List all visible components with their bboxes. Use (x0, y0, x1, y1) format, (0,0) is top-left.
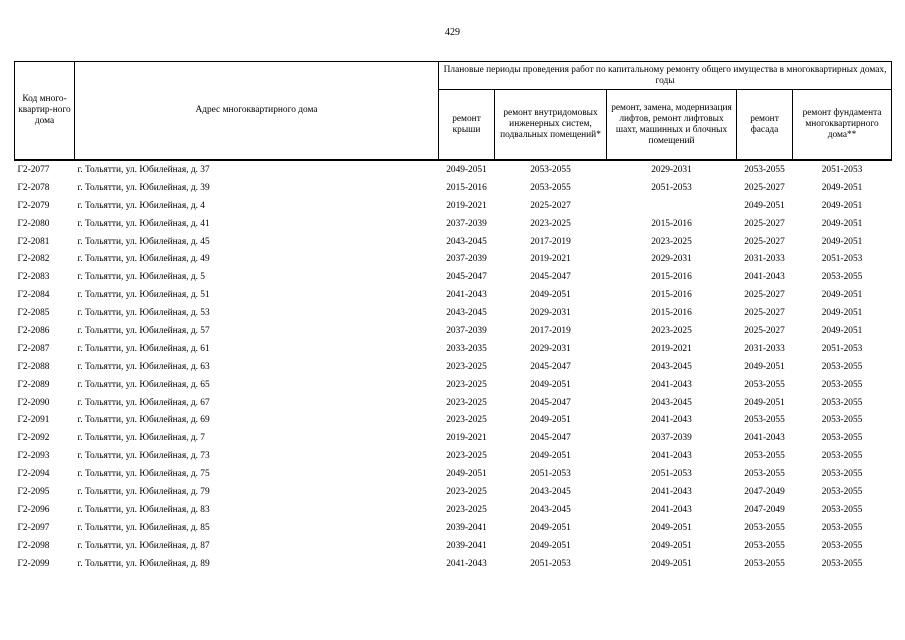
repair-schedule-table (14, 61, 892, 572)
header-roof: ремонт крыши (439, 90, 495, 161)
cell-lifts: 2015-2016 (651, 290, 692, 301)
cell-address: г. Тольятти, ул. Юбилейная, д. 63 (77, 361, 210, 372)
cell-address: г. Тольятти, ул. Юбилейная, д. 87 (77, 540, 210, 551)
cell-code: Г2-2085 (17, 308, 50, 319)
cell-code: Г2-2097 (17, 522, 50, 533)
cell-facade: 2025-2027 (744, 182, 785, 193)
header-facade: ремонт фасада (737, 90, 793, 161)
cell-roof: 2023-2025 (446, 486, 487, 497)
cell-lifts: 2043-2045 (651, 361, 692, 372)
cell-lifts: 2015-2016 (651, 308, 692, 319)
cell-lifts: 2049-2051 (651, 540, 692, 551)
cell-roof: 2041-2043 (446, 558, 487, 569)
cell-facade: 2031-2033 (744, 343, 785, 354)
header-code: Код много-квартир-ного дома (15, 62, 75, 161)
cell-lifts: 2051-2053 (651, 469, 692, 480)
table-row (15, 160, 892, 179)
table-row (15, 215, 892, 233)
cell-code: Г2-2093 (17, 451, 50, 462)
cell-lifts: 2037-2039 (651, 433, 692, 444)
page-number: 429 (445, 27, 460, 38)
cell-foundation: 2049-2051 (821, 308, 863, 319)
cell-code: Г2-2092 (17, 433, 50, 444)
cell-systems: 2023-2025 (530, 218, 571, 229)
cell-address: г. Тольятти, ул. Юбилейная, д. 45 (77, 236, 210, 247)
cell-systems: 2049-2051 (530, 540, 571, 551)
cell-address: г. Тольятти, ул. Юбилейная, д. 69 (77, 415, 210, 426)
cell-code: Г2-2083 (17, 272, 50, 283)
cell-facade: 2041-2043 (744, 272, 785, 283)
cell-roof: 2045-2047 (446, 272, 487, 283)
cell-roof: 2043-2045 (446, 236, 487, 247)
cell-facade: 2025-2027 (744, 290, 785, 301)
cell-foundation: 2049-2051 (821, 182, 863, 193)
cell-systems: 2043-2045 (530, 486, 571, 497)
cell-systems: 2049-2051 (530, 290, 571, 301)
cell-lifts: 2015-2016 (651, 218, 692, 229)
table-row (15, 358, 892, 376)
cell-roof: 2015-2016 (446, 182, 487, 193)
cell-lifts: 2043-2045 (651, 397, 692, 408)
cell-systems: 2043-2045 (530, 504, 571, 515)
cell-address: г. Тольятти, ул. Юбилейная, д. 79 (77, 486, 210, 497)
cell-code: Г2-2091 (17, 415, 50, 426)
cell-address: г. Тольятти, ул. Юбилейная, д. 75 (77, 469, 210, 480)
cell-address: г. Тольятти, ул. Юбилейная, д. 57 (77, 325, 210, 336)
table-body (15, 160, 892, 572)
cell-address: г. Тольятти, ул. Юбилейная, д. 65 (77, 379, 210, 390)
cell-roof: 2023-2025 (446, 451, 487, 462)
cell-roof: 2037-2039 (446, 254, 487, 265)
cell-foundation: 2053-2055 (821, 558, 863, 569)
cell-address: г. Тольятти, ул. Юбилейная, д. 49 (77, 254, 210, 265)
cell-lifts: 2041-2043 (651, 379, 692, 390)
table-row (15, 483, 892, 501)
cell-systems: 2053-2055 (530, 182, 571, 193)
cell-roof: 2019-2021 (446, 200, 487, 211)
table-row (15, 376, 892, 394)
cell-facade: 2025-2027 (744, 308, 785, 319)
cell-roof: 2037-2039 (446, 325, 487, 336)
table-row (15, 268, 892, 286)
cell-facade: 2047-2049 (744, 504, 785, 515)
table-header (15, 62, 892, 161)
cell-facade: 2025-2027 (744, 218, 785, 229)
cell-facade: 2053-2055 (744, 415, 785, 426)
cell-roof: 2041-2043 (446, 290, 487, 301)
cell-foundation: 2053-2055 (821, 397, 863, 408)
cell-code: Г2-2081 (17, 236, 50, 247)
cell-facade: 2049-2051 (744, 200, 785, 211)
cell-lifts: 2041-2043 (651, 415, 692, 426)
cell-systems: 2049-2051 (530, 522, 571, 533)
cell-systems: 2045-2047 (530, 361, 571, 372)
cell-foundation: 2049-2051 (821, 218, 863, 229)
cell-systems: 2049-2051 (530, 379, 571, 390)
cell-code: Г2-2086 (17, 325, 50, 336)
cell-address: г. Тольятти, ул. Юбилейная, д. 37 (77, 164, 210, 175)
cell-code: Г2-2079 (17, 200, 50, 211)
cell-code: Г2-2077 (17, 164, 50, 175)
cell-foundation: 2053-2055 (821, 469, 863, 480)
cell-roof: 2023-2025 (446, 504, 487, 515)
table-row (15, 519, 892, 537)
cell-code: Г2-2087 (17, 343, 50, 354)
cell-facade: 2041-2043 (744, 433, 785, 444)
cell-address: г. Тольятти, ул. Юбилейная, д. 53 (77, 308, 210, 319)
header-systems: ремонт внутридомовых инженерных систем, подвальных помещений* (495, 90, 607, 161)
cell-facade: 2053-2055 (744, 558, 785, 569)
cell-address: г. Тольятти, ул. Юбилейная, д. 61 (77, 343, 210, 354)
cell-foundation: 2053-2055 (821, 522, 863, 533)
cell-code: Г2-2082 (17, 254, 50, 265)
cell-roof: 2023-2025 (446, 361, 487, 372)
cell-code: Г2-2088 (17, 361, 50, 372)
table-row (15, 286, 892, 304)
cell-lifts: 2029-2031 (651, 164, 692, 175)
cell-systems: 2049-2051 (530, 451, 571, 462)
table-row (15, 179, 892, 197)
cell-foundation: 2051-2053 (821, 164, 863, 175)
cell-systems: 2029-2031 (530, 308, 571, 319)
cell-address: г. Тольятти, ул. Юбилейная, д. 83 (77, 504, 210, 515)
cell-facade: 2049-2051 (744, 397, 785, 408)
cell-foundation: 2053-2055 (821, 379, 863, 390)
cell-roof: 2049-2051 (446, 469, 487, 480)
cell-lifts: 2041-2043 (651, 486, 692, 497)
cell-code: Г2-2080 (17, 218, 50, 229)
cell-facade: 2031-2033 (744, 254, 785, 265)
cell-code: Г2-2078 (17, 182, 50, 193)
table-row (15, 394, 892, 412)
cell-systems: 2025-2027 (530, 200, 571, 211)
table-row (15, 411, 892, 429)
table-row (15, 447, 892, 465)
cell-roof: 2033-2035 (446, 343, 487, 354)
cell-systems: 2045-2047 (530, 397, 571, 408)
cell-address: г. Тольятти, ул. Юбилейная, д. 7 (77, 433, 205, 444)
table-row (15, 501, 892, 519)
cell-code: Г2-2095 (17, 486, 50, 497)
cell-facade: 2025-2027 (744, 325, 785, 336)
cell-foundation: 2053-2055 (821, 486, 863, 497)
cell-foundation: 2053-2055 (821, 504, 863, 515)
table-row (15, 322, 892, 340)
cell-address: г. Тольятти, ул. Юбилейная, д. 89 (77, 558, 210, 569)
cell-facade: 2053-2055 (744, 540, 785, 551)
cell-foundation: 2053-2055 (821, 540, 863, 551)
cell-code: Г2-2094 (17, 469, 50, 480)
cell-lifts: 2049-2051 (651, 558, 692, 569)
cell-facade: 2053-2055 (744, 451, 785, 462)
cell-code: Г2-2090 (17, 397, 50, 408)
header-periods-group: Плановые периоды проведения работ по капитальному ремонту общего имущества в многоквартирных домах, годы (439, 62, 892, 90)
table-row (15, 250, 892, 268)
table-row (15, 233, 892, 251)
cell-foundation: 2053-2055 (821, 361, 863, 372)
cell-foundation: 2049-2051 (821, 236, 863, 247)
cell-foundation: 2053-2055 (821, 272, 863, 283)
cell-code: Г2-2099 (17, 558, 50, 569)
cell-address: г. Тольятти, ул. Юбилейная, д. 67 (77, 397, 210, 408)
cell-roof: 2023-2025 (446, 397, 487, 408)
cell-systems: 2029-2031 (530, 343, 571, 354)
cell-lifts: 2015-2016 (651, 272, 692, 283)
cell-code: Г2-2096 (17, 504, 50, 515)
cell-facade: 2053-2055 (744, 379, 785, 390)
cell-systems: 2017-2019 (530, 325, 571, 336)
cell-code: Г2-2098 (17, 540, 50, 551)
cell-lifts: 2049-2051 (651, 522, 692, 533)
cell-systems: 2053-2055 (530, 164, 571, 175)
cell-roof: 2023-2025 (446, 379, 487, 390)
cell-facade: 2053-2055 (744, 164, 785, 175)
cell-systems: 2051-2053 (530, 558, 571, 569)
cell-lifts: 2023-2025 (651, 325, 692, 336)
table-row (15, 537, 892, 555)
cell-systems: 2045-2047 (530, 433, 571, 444)
cell-foundation: 2049-2051 (821, 290, 863, 301)
cell-systems: 2051-2053 (530, 469, 571, 480)
cell-foundation: 2053-2055 (821, 415, 863, 426)
cell-lifts: 2041-2043 (651, 451, 692, 462)
cell-roof: 2019-2021 (446, 433, 487, 444)
cell-systems: 2045-2047 (530, 272, 571, 283)
cell-foundation: 2053-2055 (821, 433, 863, 444)
cell-roof: 2037-2039 (446, 218, 487, 229)
cell-roof: 2049-2051 (446, 164, 487, 175)
cell-code: Г2-2089 (17, 379, 50, 390)
header-address: Адрес многоквартирного дома (75, 62, 439, 161)
cell-lifts: 2023-2025 (651, 236, 692, 247)
cell-address: г. Тольятти, ул. Юбилейная, д. 85 (77, 522, 210, 533)
cell-lifts: 2051-2053 (651, 182, 692, 193)
cell-lifts (607, 197, 737, 215)
cell-address: г. Тольятти, ул. Юбилейная, д. 5 (77, 272, 205, 283)
cell-facade: 2025-2027 (744, 236, 785, 247)
cell-address: г. Тольятти, ул. Юбилейная, д. 73 (77, 451, 210, 462)
cell-facade: 2049-2051 (744, 361, 785, 372)
cell-facade: 2053-2055 (744, 522, 785, 533)
cell-foundation: 2049-2051 (821, 325, 863, 336)
table-row (15, 429, 892, 447)
cell-address: г. Тольятти, ул. Юбилейная, д. 51 (77, 290, 210, 301)
cell-facade: 2053-2055 (744, 469, 785, 480)
cell-address: г. Тольятти, ул. Юбилейная, д. 41 (77, 218, 210, 229)
cell-lifts: 2019-2021 (651, 343, 692, 354)
cell-systems: 2049-2051 (530, 415, 571, 426)
header-foundation: ремонт фундамента многоквартирного дома** (793, 90, 892, 161)
cell-code: Г2-2084 (17, 290, 50, 301)
cell-foundation: 2051-2053 (821, 254, 863, 265)
header-lifts: ремонт, замена, модернизация лифтов, ремонт лифтовых шахт, машинных и блочных помещений (607, 90, 737, 161)
cell-lifts: 2041-2043 (651, 504, 692, 515)
cell-roof: 2039-2041 (446, 522, 487, 533)
cell-systems: 2017-2019 (530, 236, 571, 247)
cell-foundation: 2051-2053 (821, 343, 863, 354)
table-row (15, 304, 892, 322)
cell-roof: 2039-2041 (446, 540, 487, 551)
cell-address: г. Тольятти, ул. Юбилейная, д. 39 (77, 182, 210, 193)
table-row (15, 340, 892, 358)
cell-lifts: 2029-2031 (651, 254, 692, 265)
cell-foundation: 2049-2051 (821, 200, 863, 211)
cell-foundation: 2053-2055 (821, 451, 863, 462)
cell-systems: 2019-2021 (530, 254, 571, 265)
table-row (15, 197, 892, 215)
cell-facade: 2047-2049 (744, 486, 785, 497)
cell-roof: 2043-2045 (446, 308, 487, 319)
table-row (15, 555, 892, 573)
table-row (15, 465, 892, 483)
cell-address: г. Тольятти, ул. Юбилейная, д. 4 (77, 200, 205, 211)
cell-roof: 2023-2025 (446, 415, 487, 426)
